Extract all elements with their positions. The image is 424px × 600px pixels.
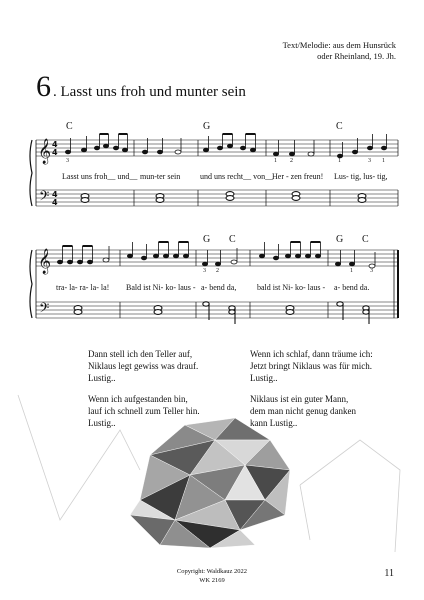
song-title-text: . Lasst uns froh und munter sein xyxy=(53,84,246,100)
lyric-segment: tra- la- ra- la- la! xyxy=(56,283,110,292)
verse-stanza xyxy=(250,393,420,429)
verse-column-left xyxy=(88,348,258,438)
fingering-number: 1 xyxy=(350,268,353,274)
verse-line: dem man nicht genug danken xyxy=(250,406,356,416)
lyric-segment: Lus- tig, lus- tig, xyxy=(334,172,388,181)
lyric-segment: Her - zen freun! xyxy=(272,172,324,181)
chord-symbol: C xyxy=(336,121,343,132)
verse-line: Niklaus ist ein guter Mann, xyxy=(250,394,349,404)
page-number: 11 xyxy=(384,568,394,579)
lyric-segment: a- bend da, xyxy=(201,283,237,292)
verse-line: Jetzt bringt Niklaus was für mich. xyxy=(250,361,372,371)
clefs-system-2 xyxy=(38,248,51,319)
footer-copyright xyxy=(0,567,424,585)
credit-line-1: Text/Melodie: aus dem Hunsrück xyxy=(282,40,396,50)
verse-line: Lustig.. xyxy=(250,373,278,383)
fingering-number: 3 xyxy=(368,158,371,164)
verse-stanza xyxy=(88,348,258,384)
verse-stanza xyxy=(88,393,258,429)
verse-line: Wenn ich aufgestanden bin, xyxy=(88,394,188,404)
lyric-segment: bald ist Ni- ko- laus - xyxy=(257,283,326,292)
chord-symbol: C xyxy=(229,234,236,245)
lyric-segment: Lasst uns froh__ und__ xyxy=(62,172,138,181)
verse-line: lauf ich schnell zum Teller hin. xyxy=(88,406,200,416)
treble-clef-icon: 𝄞 xyxy=(38,249,52,274)
clefs-system-1 xyxy=(38,138,58,207)
treble-clef-icon: 𝄞 xyxy=(38,139,52,164)
fingering-number: 2 xyxy=(216,268,219,274)
fingering-number: 3 xyxy=(203,268,206,274)
svg-text:4: 4 xyxy=(52,198,58,207)
song-number: 6 xyxy=(36,70,51,103)
credit-block xyxy=(216,40,396,62)
verse-line: Lustig.. xyxy=(88,418,116,428)
fingering-number: 1 xyxy=(382,158,385,164)
fingering-number: 3 xyxy=(370,268,373,274)
verse-line: Dann stell ich den Teller auf, xyxy=(88,349,193,359)
song-title xyxy=(36,72,246,102)
verse-line: Lustig.. xyxy=(88,373,116,383)
copyright-line: Copyright: Waldkauz 2022 xyxy=(176,568,248,575)
chord-symbol: G xyxy=(336,234,344,245)
verse-line: Wenn ich schlaf, dann träume ich: xyxy=(250,349,373,359)
bass-clef-icon: 𝄢 xyxy=(39,188,50,207)
lyric-segment: mun-ter sein xyxy=(140,172,181,181)
svg-text:4: 4 xyxy=(52,190,58,199)
fingering-number: 1 xyxy=(338,158,341,164)
chord-symbol: C xyxy=(362,234,369,245)
svg-text:4: 4 xyxy=(52,148,58,157)
fingering-number: 3 xyxy=(66,158,69,164)
chord-symbol: G xyxy=(203,121,211,132)
verse-stanza xyxy=(250,348,420,384)
chord-symbol: C xyxy=(66,121,73,132)
chord-symbol: G xyxy=(203,234,211,245)
lyric-segment: Bald ist Ni- ko- laus - xyxy=(126,283,196,292)
svg-text:4: 4 xyxy=(52,140,58,149)
verse-line: Niklaus legt gewiss was drauf. xyxy=(88,361,199,371)
fingering-number: 1 xyxy=(274,158,277,164)
verse-line: kann Lustig.. xyxy=(250,418,298,428)
catalog-code: WK 2169 xyxy=(199,577,225,584)
lyric-segment: und uns recht__ von__ xyxy=(200,172,274,181)
lyric-segment: a- bend da. xyxy=(334,283,370,292)
fingering-number: 2 xyxy=(290,158,293,164)
bass-clef-icon: 𝄢 xyxy=(39,300,50,319)
credit-line-2: oder Rheinland, 19. Jh. xyxy=(317,51,396,61)
verse-column-right xyxy=(250,348,420,438)
